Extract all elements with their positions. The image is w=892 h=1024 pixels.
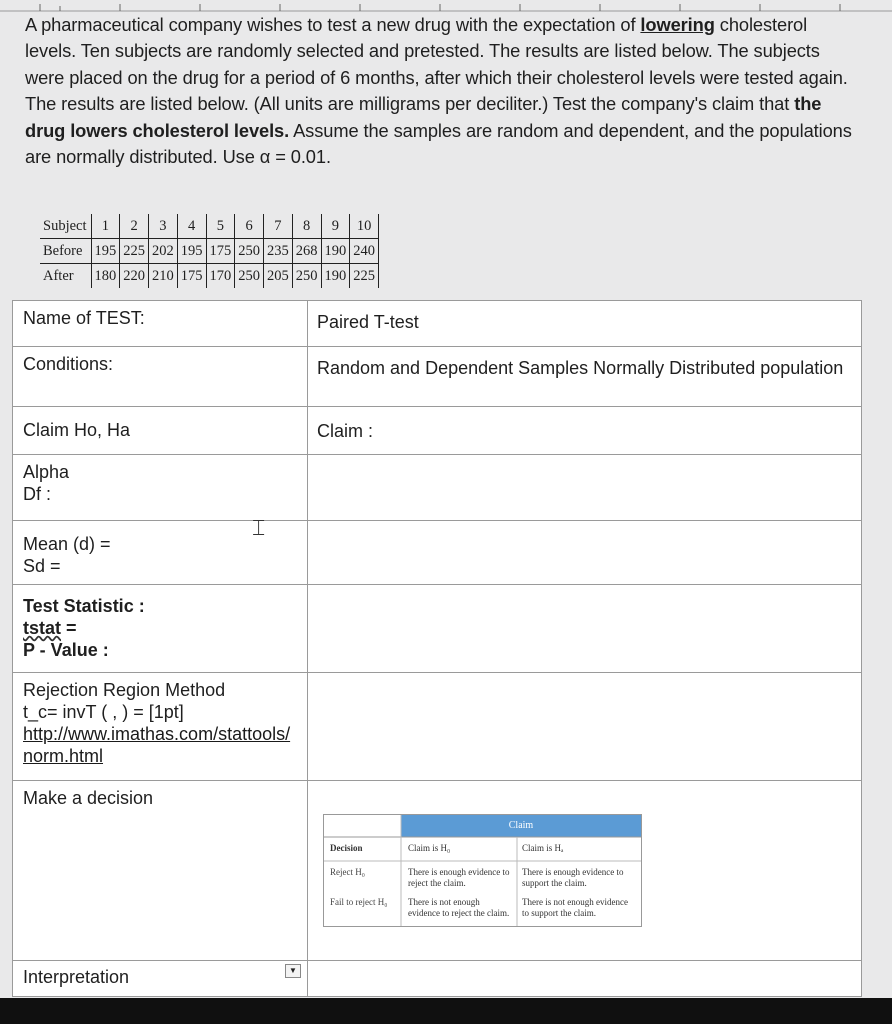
subject-cell: 6 (235, 214, 264, 239)
before-cell: 202 (149, 239, 178, 264)
claim-value: Claim : (317, 421, 374, 441)
after-cell: 210 (149, 264, 178, 289)
before-cell: 195 (177, 239, 206, 264)
decision-header: Decision (330, 843, 363, 853)
after-cell: 220 (120, 264, 149, 289)
conditions-value: Random and Dependent Samples Normally Distributed population (317, 358, 844, 378)
row-claim (13, 407, 862, 455)
after-cell: 170 (206, 264, 235, 289)
before-label: Before (40, 239, 91, 264)
before-cell: 190 (321, 239, 350, 264)
after-cell: 225 (350, 264, 379, 289)
after-cell: 250 (292, 264, 321, 289)
decision-reference-table (323, 814, 642, 927)
subject-cell: 5 (206, 214, 235, 239)
tstat-equals: = (61, 618, 77, 638)
reject-label: Reject H₀ (330, 867, 365, 877)
before-row (40, 239, 379, 264)
before-cell: 195 (91, 239, 120, 264)
dropdown-arrow-icon[interactable]: ▼ (285, 964, 301, 978)
subject-cell: 2 (120, 214, 149, 239)
problem-body: cholesterol levels. Ten subjects are randomly selected and pretested. The results are listed below. The subjects were placed on the drug for a period of 6 months, after which their cholesterol levels were tested again. The results are listed below. (All units are milligrams per deciliter.) Test the company's claim that (25, 14, 848, 115)
after-label: After (40, 264, 91, 289)
name-of-test-value: Paired T-test (317, 312, 419, 332)
row-conditions (13, 347, 862, 407)
after-cell: 250 (235, 264, 264, 289)
before-cell: 175 (206, 239, 235, 264)
pvalue-label: P - Value : (23, 640, 109, 660)
test-statistic-label: Test Statistic : (23, 596, 145, 616)
name-of-test-field[interactable] (308, 301, 862, 347)
after-cell: 180 (91, 264, 120, 289)
claim-is-h0-header: Claim is H₀ (408, 843, 451, 853)
interpretation-field[interactable] (308, 961, 862, 997)
claim-is-ha-header: Claim is Hₐ (522, 843, 564, 853)
bottom-bar (0, 998, 892, 1024)
subject-cell: 9 (321, 214, 350, 239)
claim-field[interactable] (308, 407, 862, 455)
after-row (40, 264, 379, 289)
row-name-of-test (13, 301, 862, 347)
after-cell: 175 (177, 264, 206, 289)
before-cell: 250 (235, 239, 264, 264)
stattools-link[interactable]: http://www.imathas.com/stattools/norm.html (23, 724, 291, 766)
make-decision-label: Make a decision (23, 788, 154, 808)
df-label: Df : (23, 484, 52, 504)
sd-label: Sd = (23, 556, 61, 576)
subject-row (40, 214, 379, 239)
fail-to-reject-label: Fail to reject H₀ (330, 897, 388, 907)
row-alpha-df (13, 455, 862, 521)
decision-table-grid (324, 815, 641, 926)
before-cell: 268 (292, 239, 321, 264)
rejection-region-field[interactable] (308, 673, 862, 781)
text-cursor-icon: ⌶ (252, 515, 266, 540)
alpha-df-field[interactable] (308, 455, 862, 521)
problem-intro: A pharmaceutical company wishes to test a new drug with the expectation of (25, 14, 641, 35)
subject-cell: 8 (292, 214, 321, 239)
before-cell: 240 (350, 239, 379, 264)
reject-h0-text: There is enough evidence to reject the claim. (408, 867, 510, 888)
problem-statement (25, 12, 855, 170)
row-rejection-region (13, 673, 862, 781)
subject-cell: 1 (91, 214, 120, 239)
claim-header: Claim (401, 815, 641, 837)
before-cell: 235 (264, 239, 293, 264)
row-mean-sd (13, 521, 862, 585)
problem-end: Assume the samples are random and dependent, and the populations are normally distributed. Use α = 0.01. (25, 119, 852, 168)
before-cell: 225 (120, 239, 149, 264)
alpha-label: Alpha (23, 462, 70, 482)
data-table (40, 214, 379, 288)
rejection-region-label: Rejection Region Method (23, 680, 226, 700)
row-interpretation (13, 961, 862, 997)
row-test-statistic (13, 585, 862, 673)
mean-sd-field[interactable] (308, 521, 862, 585)
fail-ha-text: There is not enough evidence to support the claim. (522, 897, 628, 918)
problem-emphasis: lowering (640, 14, 715, 35)
tstat-label: tstat (23, 618, 62, 638)
after-cell: 190 (321, 264, 350, 289)
tc-label: t_c= invT ( , ) = [1pt] (23, 702, 184, 722)
subject-cell: 4 (177, 214, 206, 239)
test-statistic-field[interactable] (308, 585, 862, 673)
subject-cell: 3 (149, 214, 178, 239)
subject-cell: 7 (264, 214, 293, 239)
problem-claim: the drug lowers cholesterol levels. (25, 93, 822, 141)
name-of-test-label: Name of TEST: (23, 308, 145, 328)
conditions-label: Conditions: (23, 354, 114, 374)
interpretation-label: Interpretation (23, 967, 130, 987)
fail-h0-text: There is not enough evidence to reject the claim. (408, 897, 510, 918)
conditions-field[interactable] (308, 347, 862, 407)
subject-label: Subject (40, 214, 91, 239)
mean-label: Mean (d) = (23, 534, 111, 554)
after-cell: 205 (264, 264, 293, 289)
reject-ha-text: There is enough evidence to support the claim. (522, 867, 624, 888)
subject-cell: 10 (350, 214, 379, 239)
claim-label: Claim Ho, Ha (23, 420, 131, 440)
ruler (0, 0, 892, 12)
